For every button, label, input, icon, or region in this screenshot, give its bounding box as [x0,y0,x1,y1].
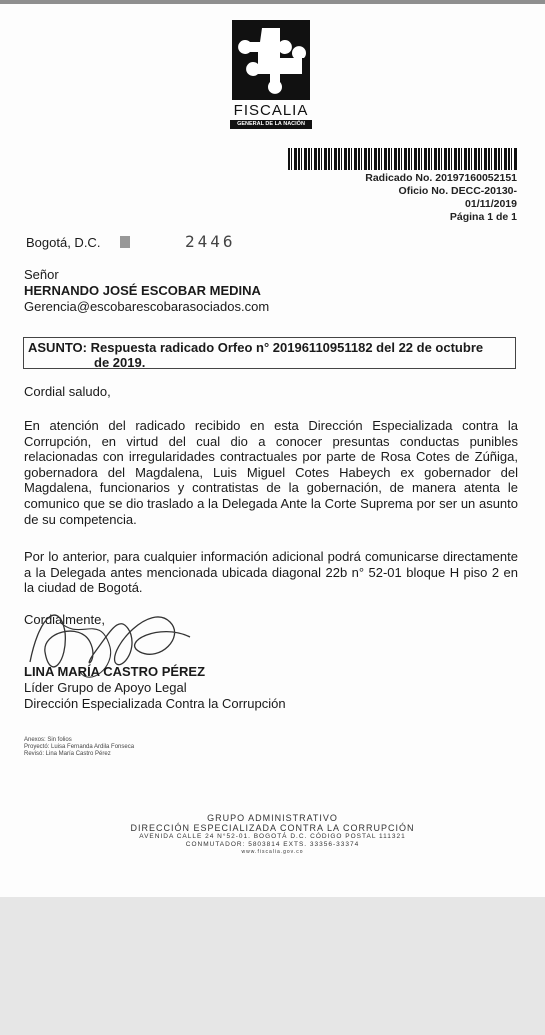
radicado-number: Radicado No. 20197160052151 [365,172,517,184]
subject-line-1: ASUNTO: Respuesta radicado Orfeo n° 20196110951182 del 22 de octubre [28,340,484,355]
oficio-number: Oficio No. DECC-20130- [398,185,517,197]
annex-anexos: Anexos: Sin folios [24,737,72,743]
footer [0,813,545,856]
stamp-mark [120,236,130,248]
signer-role: Líder Grupo de Apoyo Legal [24,680,187,695]
stamp-number: 2446 [185,232,236,251]
greeting: Cordial saludo, [24,384,111,399]
radicado-block [365,172,517,224]
footer-line-4: CONMUTADOR: 5803814 EXTS. 33356-33374 [185,841,360,848]
letter-page [0,4,545,897]
annex-reviso: Revisó: Lina María Castro Pérez [24,751,111,757]
city: Bogotá, D.C. [26,235,101,250]
recipient-name: HERNANDO JOSÉ ESCOBAR MEDINA [24,283,261,298]
signer-office: Dirección Especializada Contra la Corrupción [24,696,286,711]
signer-name: LINA MARÍA CASTRO PÉREZ [24,664,206,679]
radicado-date: 01/11/2019 [465,198,517,210]
footer-line-3: AVENIDA CALLE 24 N°52-01. BOGOTÁ D.C. CÓDIGO POSTAL 111321 [139,833,406,840]
body-paragraph-2: Por lo anterior, para cualquier información adicional podrá comunicarse directamente a la Delegada antes mencionada ubicada diagonal 22b n° 52-01 bloque H piso 2 en la ciudad de Bogotá. [24,549,518,596]
closing: Cordialmente, [24,612,105,627]
annex-proyecto: Proyectó: Luisa Fernanda Ardila Fonseca [24,744,135,750]
footer-line-1: GRUPO ADMINISTRATIVO [207,813,338,823]
footer-website: www.fiscalia.gov.co [241,849,304,855]
recipient-block [24,267,269,315]
page-count: Página 1 de 1 [449,211,517,223]
place-date [26,235,100,251]
puzzle-piece-icon [232,20,310,100]
footer-line-2: DIRECCIÓN ESPECIALIZADA CONTRA LA CORRUPCIÓN [130,823,415,833]
recipient-email: Gerencia@escobarescobarasociados.com [24,299,270,314]
subject-line-2: de 2019. [94,355,146,370]
barcode [288,148,518,170]
body-paragraph-1: En atención del radicado recibido en esta Dirección Especializada contra la Corrupción, en virtud del cual dio a conocer presuntas conductas punibles relacionadas con irregularidades contractuales por parte de Rosa Cotes de Zúñiga, gobernadora del Magdalena, Luis Miguel Cotes Habeych ex gobernador del Magdalena, funcionarios y contratistas de la gobernación, de manera atenta le comunico que se dio traslado a la Delegada Ante la Corte Suprema por ser un asunto de su competencia. [24,418,518,527]
salutation: Señor [24,267,59,282]
logo-subtitle: GENERAL DE LA NACIÓN [230,120,312,129]
annex-block [24,737,134,758]
subject-box [23,337,516,369]
fiscalia-logo [232,20,310,100]
signer-block [24,664,286,712]
logo-wordmark: FISCALIA [233,102,309,119]
